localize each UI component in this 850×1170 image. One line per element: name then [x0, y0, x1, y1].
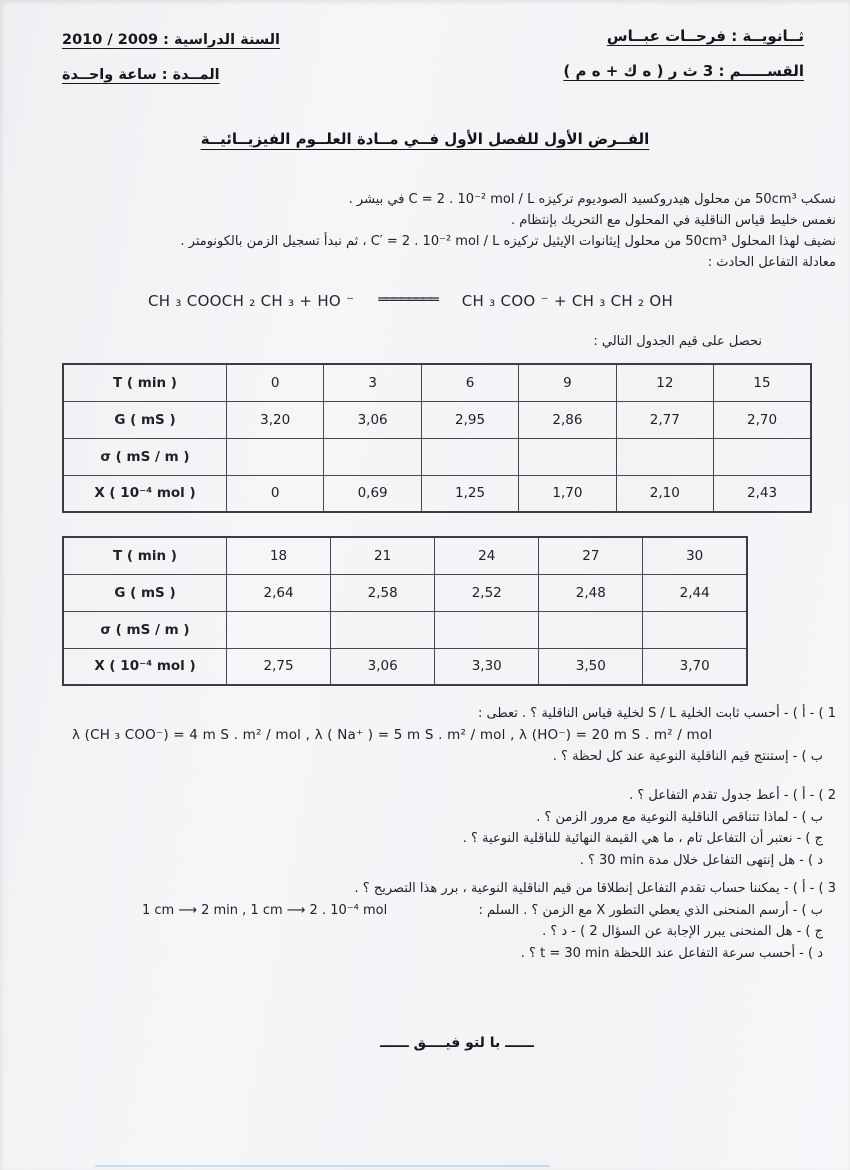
table-cell: 2,64 — [227, 574, 331, 611]
table-row-label: G ( mS ) — [63, 574, 227, 611]
table-cell — [616, 438, 713, 475]
table-cell: 0 — [227, 364, 324, 401]
table-row — [63, 648, 747, 685]
table-cell: 2,86 — [519, 401, 616, 438]
problem-statement — [40, 189, 836, 273]
table-row — [63, 611, 747, 648]
question-3b-text: ب ) - أرسم المنحنى الذي يعطي التطور X مع الزمن ؟ . السلم : — [478, 902, 823, 918]
question-3a: 3 ) - أ ) - يمكننا حساب تقدم التفاعل إنطلاقا من قيم الناقلية النوعية ، برر هذا التصريح ؟ . — [354, 881, 836, 896]
question-2d: د ) - هل إنتهى التفاعل خلال مدة ⁦30 min⁩ ؟ . — [579, 852, 823, 868]
table-cell — [643, 611, 747, 648]
equation-products: CH ₃ COO ⁻ + CH ₃ CH ₂ OH — [461, 292, 674, 310]
question-1b: ب ) - إستنتج قيم الناقلية النوعية عند كل لحظة ؟ . — [552, 749, 823, 764]
question-2b: ب ) - لماذا تتناقص الناقلية النوعية مع مرور الزمن ؟ . — [536, 809, 823, 825]
table-cell: 2,43 — [714, 475, 811, 512]
table-row-label: G ( mS ) — [63, 401, 227, 438]
table-cell: 27 — [539, 537, 643, 574]
question-3b-scale: 1 cm ⟶ 2 min , 1 cm ⟶ 2 . 10⁻⁴ mol — [142, 902, 388, 918]
table-cell: 3,30 — [435, 648, 539, 685]
table-cell — [421, 438, 518, 475]
table-cell: 18 — [227, 537, 331, 574]
question-2 — [40, 785, 836, 871]
table-cell: 21 — [331, 537, 435, 574]
question-1a: 1 ) - أ ) - أحسب ثابت الخلية ⁦S / L⁩ لخلية قياس الناقلية ؟ . تعطى : — [477, 706, 836, 721]
intro-line-1: نسكب ⁦50cm³⁩ من محلول هيدروكسيد الصوديوم تركيزه ⁦C = 2 . 10⁻² mol / L⁩ في بيشر . — [348, 192, 836, 207]
table-cell — [324, 438, 421, 475]
table-cell: 2,10 — [616, 475, 713, 512]
table-row-label: T ( min ) — [63, 364, 227, 401]
table-cell: 2,58 — [331, 574, 435, 611]
question-1 — [40, 703, 836, 768]
table-cell: 1,25 — [421, 475, 518, 512]
intro-line-3: نضيف لهذا المحلول ⁦50cm³⁩ من محلول إيثانوات الإيثيل تركيزه ⁦C′ = 2 . 10⁻² mol / L⁩ ، ثم نبدأ تسجيل الزمن بالكونومتر . — [180, 234, 836, 249]
data-table-2 — [62, 536, 748, 686]
table-row — [63, 364, 811, 401]
question-3c: ج ) - هل المنحنى يبرر الإجابة عن السؤال 2 ) - د ؟ . — [542, 924, 823, 939]
school-name: ثــانويــة : فرحــات عبــاس — [606, 27, 804, 45]
table-row — [63, 438, 811, 475]
table-cell: 9 — [519, 364, 616, 401]
table-cell: 24 — [435, 537, 539, 574]
table-cell: 3,50 — [539, 648, 643, 685]
table-cell: 2,44 — [643, 574, 747, 611]
exam-duration: المــدة : ساعة واحــدة — [62, 67, 220, 83]
table-row-label: T ( min ) — [63, 537, 227, 574]
data-table-1 — [62, 363, 812, 513]
question-2a: 2 ) - أ ) - أعط جدول تقدم التفاعل ؟ . — [629, 788, 836, 803]
table-cell — [519, 438, 616, 475]
table-cell: 3,20 — [227, 401, 324, 438]
intro-line-2: نغمس خليط قياس الناقلية في المحلول مع التحريك بإنتظام . — [510, 213, 836, 228]
table-cell: 0,69 — [324, 475, 421, 512]
table-cell — [331, 611, 435, 648]
table-cell: 15 — [714, 364, 811, 401]
table-cell: 0 — [227, 475, 324, 512]
table-row-label: σ ( mS / m ) — [63, 438, 227, 475]
table-cell — [714, 438, 811, 475]
table-cell: 2,52 — [435, 574, 539, 611]
table-row-label: X ( 10⁻⁴ mol ) — [63, 648, 227, 685]
table-row — [63, 574, 747, 611]
intro-line-4: معادلة التفاعل الحادث : — [707, 255, 836, 270]
question-3b — [40, 900, 836, 922]
exam-title: الفــرض الأول للفصل الأول فــي مــادة العلــوم الفيزيــائيــة — [200, 130, 650, 148]
scan-artifact-line — [95, 1165, 550, 1167]
question-1-given-values: λ (CH ₃ COO⁻) = 4 m S . m² / mol , λ ( Na⁺ ) = 5 m S . m² / mol , λ (HO⁻) = 20 m S . m² / mol — [72, 726, 713, 743]
table-cell: 3,06 — [324, 401, 421, 438]
header-left-block — [62, 32, 280, 83]
table-cell: 6 — [421, 364, 518, 401]
question-3 — [40, 878, 836, 964]
table-cell: 2,77 — [616, 401, 713, 438]
table-cell — [227, 611, 331, 648]
header-right-block — [563, 27, 804, 80]
table-intro-text: نحصل على قيم الجدول التالي : — [593, 334, 762, 349]
equation-double-line-arrow: ════════ — [378, 292, 438, 308]
table-cell: 2,95 — [421, 401, 518, 438]
class-name: القســـــم : 3 ث ر ( ه ك + ه م ) — [563, 62, 804, 80]
table-cell: 3,70 — [643, 648, 747, 685]
footer-good-luck: ــــــ با لتو فيــــق ــــــ — [380, 1035, 534, 1051]
table-cell: 3,06 — [331, 648, 435, 685]
table-row-label: σ ( mS / m ) — [63, 611, 227, 648]
table-cell — [227, 438, 324, 475]
reaction-equation — [148, 292, 673, 310]
table-cell: 30 — [643, 537, 747, 574]
question-3d: د ) - أحسب سرعة التفاعل عند اللحظة ⁦t = 30 min⁩ ؟ . — [520, 945, 823, 961]
question-2c: ج ) - نعتبر أن التفاعل تام ، ما هي القيمة النهائية للناقلية النوعية ؟ . — [462, 831, 823, 846]
table-cell: 1,70 — [519, 475, 616, 512]
table-row — [63, 401, 811, 438]
table-cell: 2,75 — [227, 648, 331, 685]
table-cell: 2,70 — [714, 401, 811, 438]
table-row-label: X ( 10⁻⁴ mol ) — [63, 475, 227, 512]
table-cell — [539, 611, 643, 648]
school-year: السنة الدراسية : 2009 / 2010 — [62, 32, 281, 48]
table-row — [63, 537, 747, 574]
table-cell: 12 — [616, 364, 713, 401]
table-cell — [435, 611, 539, 648]
equation-reactants: CH ₃ COOCH ₂ CH ₃ + HO ⁻ — [148, 292, 355, 310]
table-cell: 3 — [324, 364, 421, 401]
table-cell: 2,48 — [539, 574, 643, 611]
table-row — [63, 475, 811, 512]
